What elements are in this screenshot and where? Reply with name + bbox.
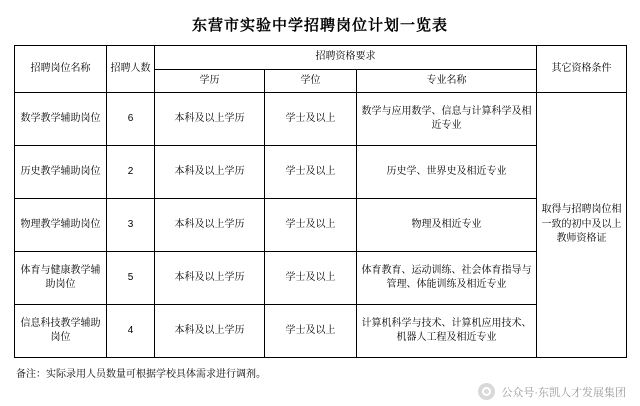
cell-degree: 学士及以上 <box>265 199 357 252</box>
header-post-count: 招聘人数 <box>107 46 155 93</box>
cell-post-name: 体育与健康教学辅助岗位 <box>15 252 107 305</box>
cell-education: 本科及以上学历 <box>155 199 265 252</box>
cell-degree: 学士及以上 <box>265 146 357 199</box>
cell-education: 本科及以上学历 <box>155 305 265 358</box>
table-row <box>15 252 627 305</box>
table-row <box>15 199 627 252</box>
header-post-name: 招聘岗位名称 <box>15 46 107 93</box>
header-degree: 学位 <box>265 69 357 93</box>
header-qualification-group: 招聘资格要求 <box>155 46 537 70</box>
cell-education: 本科及以上学历 <box>155 93 265 146</box>
cell-post-count: 3 <box>107 199 155 252</box>
cell-post-name: 信息科技教学辅助岗位 <box>15 305 107 358</box>
table-note: 备注：实际录用人员数量可根据学校具体需求进行调剂。 <box>16 369 266 380</box>
cell-major: 体育教育、运动训练、社会体育指导与管理、体能训练及相近专业 <box>357 252 537 305</box>
cell-education: 本科及以上学历 <box>155 146 265 199</box>
cell-degree: 学士及以上 <box>265 305 357 358</box>
cell-major: 物理及相近专业 <box>357 199 537 252</box>
cell-major: 历史学、世界史及相近专业 <box>357 146 537 199</box>
header-major: 专业名称 <box>357 69 537 93</box>
table-header-row-1 <box>15 46 627 70</box>
header-other-condition: 其它资格条件 <box>537 46 627 93</box>
cell-major: 计算机科学与技术、计算机应用技术、机器人工程及相近专业 <box>357 305 537 358</box>
cell-post-count: 6 <box>107 93 155 146</box>
cell-education: 本科及以上学历 <box>155 252 265 305</box>
cell-degree: 学士及以上 <box>265 93 357 146</box>
page-title: 东营市实验中学招聘岗位计划一览表 <box>191 17 448 34</box>
cell-other-condition: 取得与招聘岗位相一致的初中及以上教师资格证 <box>537 93 627 358</box>
cell-post-name: 物理教学辅助岗位 <box>15 199 107 252</box>
cell-major: 数学与应用数学、信息与计算科学及相近专业 <box>357 93 537 146</box>
cell-post-name: 数学教学辅助岗位 <box>15 93 107 146</box>
watermark-account-text: 公众号·东凯人才发展集团 <box>501 386 626 399</box>
table-row <box>15 146 627 199</box>
cell-post-count: 2 <box>107 146 155 199</box>
table-row <box>15 305 627 358</box>
cell-post-count: 5 <box>107 252 155 305</box>
table-row <box>15 93 627 146</box>
cell-post-name: 历史教学辅助岗位 <box>15 146 107 199</box>
header-education: 学历 <box>155 69 265 93</box>
recruitment-plan-table <box>14 45 627 358</box>
circle-logo-icon <box>478 383 495 400</box>
watermark-badge <box>478 383 626 400</box>
cell-degree: 学士及以上 <box>265 252 357 305</box>
cell-post-count: 4 <box>107 305 155 358</box>
